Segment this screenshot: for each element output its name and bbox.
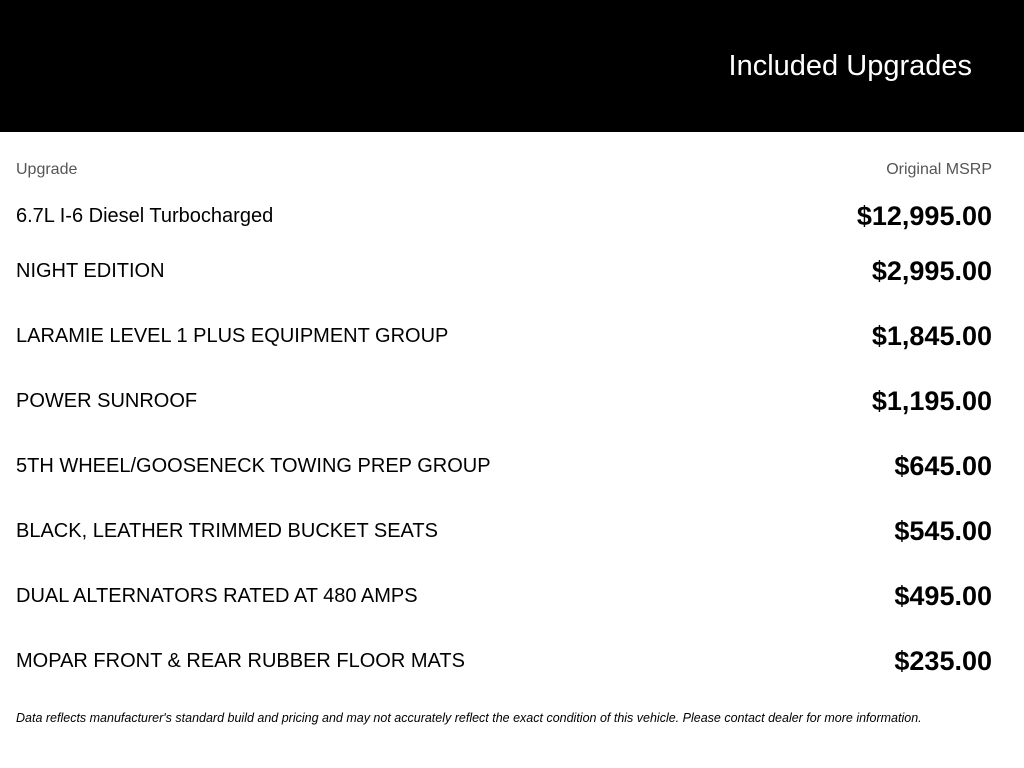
upgrade-name: BLACK, LEATHER TRIMMED BUCKET SEATS [16, 520, 438, 542]
column-header-upgrade: Upgrade [16, 161, 78, 178]
upgrade-name: POWER SUNROOF [16, 390, 198, 412]
upgrade-name: 6.7L I-6 Diesel Turbocharged [16, 204, 274, 227]
upgrades-table [16, 158, 992, 694]
column-header-msrp: Original MSRP [886, 161, 992, 178]
table-row [16, 629, 992, 694]
upgrade-price: $545.00 [894, 516, 992, 546]
upgrade-price: $645.00 [894, 451, 992, 481]
table-row [16, 564, 992, 629]
table-row [16, 193, 992, 239]
upgrade-price: $495.00 [894, 581, 992, 611]
table-header [16, 158, 992, 182]
upgrade-price: $2,995.00 [871, 256, 992, 286]
upgrade-name: LARAMIE LEVEL 1 PLUS EQUIPMENT GROUP [16, 325, 449, 347]
upgrade-name: 5TH WHEEL/GOOSENECK TOWING PREP GROUP [16, 455, 491, 477]
table-row [16, 499, 992, 564]
upgrade-name: DUAL ALTERNATORS RATED AT 480 AMPS [16, 585, 418, 607]
header-banner [0, 0, 1024, 132]
table-row [16, 239, 992, 304]
upgrade-price: $1,845.00 [871, 321, 992, 351]
disclaimer-text: Data reflects manufacturer's standard build and pricing and may not accurately reflect the exact condition of this vehicle. Please contact dealer for more information. [16, 711, 922, 725]
upgrade-name: MOPAR FRONT & REAR RUBBER FLOOR MATS [16, 650, 465, 672]
table-body [16, 193, 992, 694]
upgrade-name: NIGHT EDITION [16, 260, 165, 282]
table-row [16, 434, 992, 499]
upgrade-price: $1,195.00 [871, 386, 992, 416]
upgrade-price: $235.00 [894, 646, 992, 676]
table-row [16, 369, 992, 434]
page-title: Included Upgrades [728, 50, 972, 82]
upgrade-price: $12,995.00 [856, 200, 992, 231]
table-row [16, 304, 992, 369]
